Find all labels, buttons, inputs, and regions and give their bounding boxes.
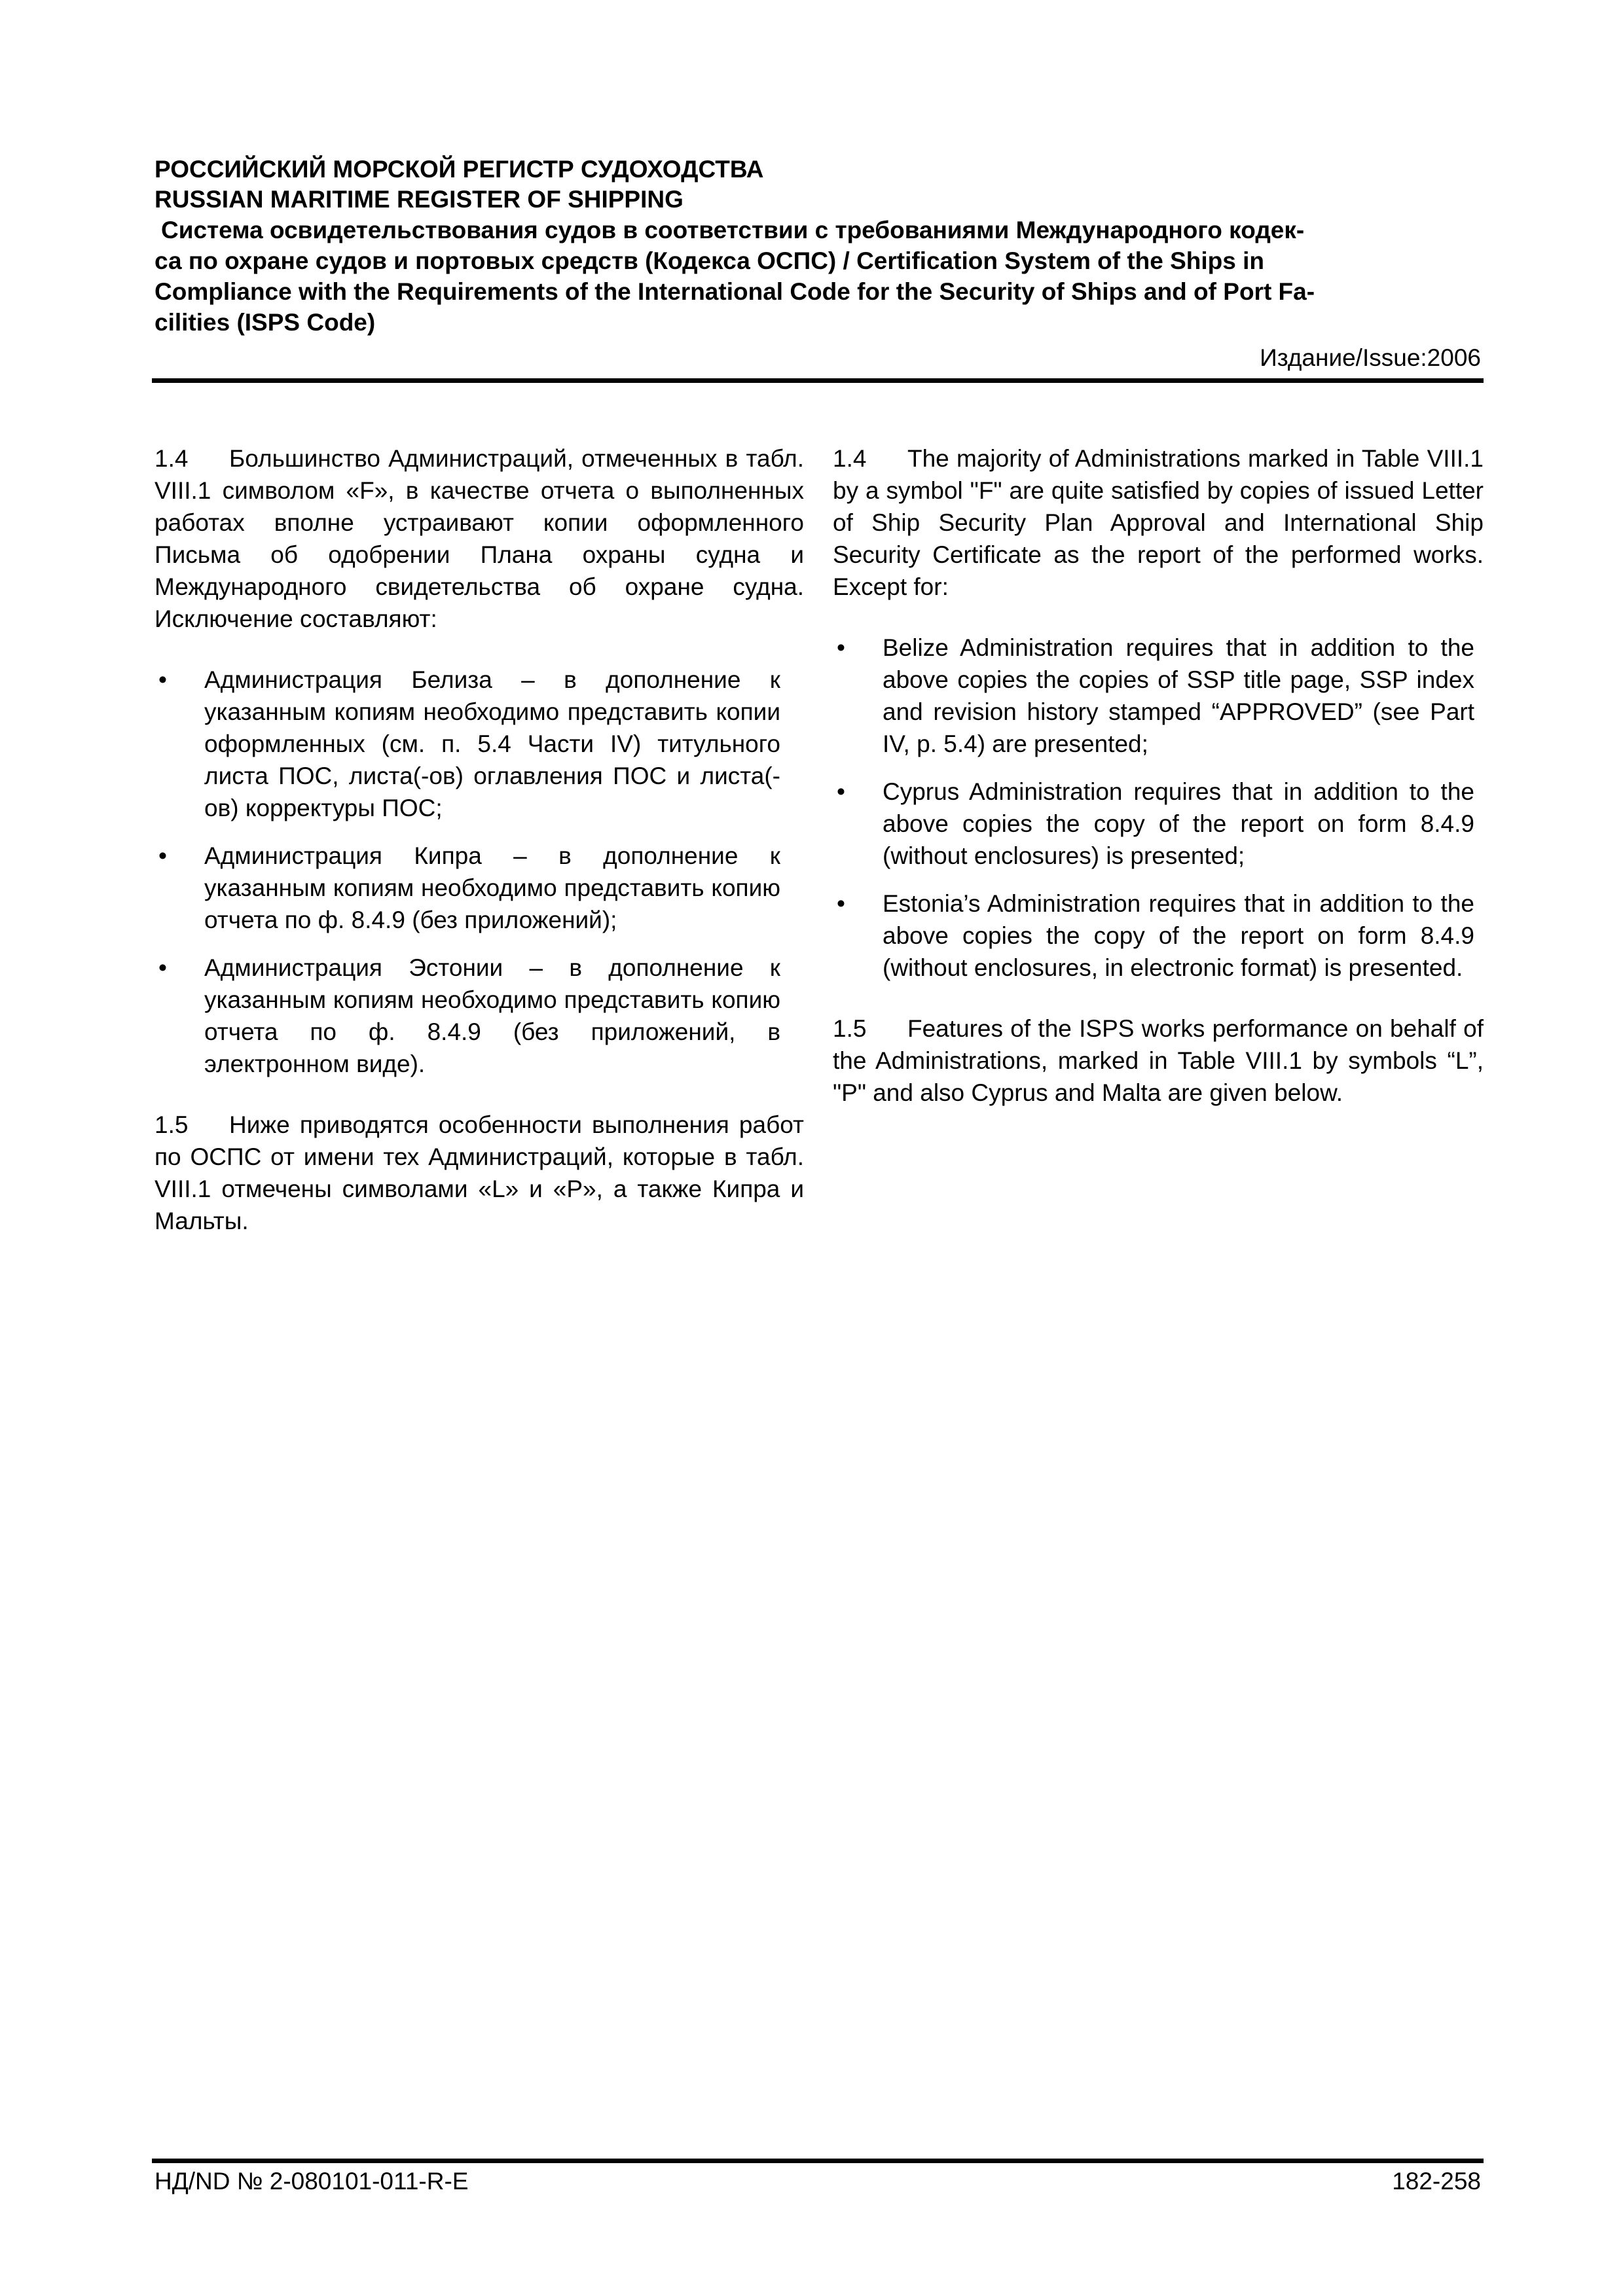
list-item-text: Belize Administration requires that in addition to the above copies the copies of SSP title page, SSP index and revision history stamped “APPROVED” (see Part IV, p. 5.4) are presented;	[883, 634, 1474, 757]
list-item	[833, 888, 1474, 984]
document-header	[155, 154, 1481, 374]
list-item-text: Администрация Белиза – в дополнение к указанным копиям необходимо представить копии оформленных (см. п. 5.4 Части IV) титульного листа ПОС, листа(-ов) оглавления ПОС и листа(-ов) корректуры ПОС;	[204, 666, 780, 821]
exceptions-list-en	[833, 632, 1484, 984]
bullet-icon: •	[158, 842, 167, 869]
paragraph-number: 1.5	[833, 1015, 867, 1042]
list-item-text: Администрация Эстонии – в дополнение к указанным копиям необходимо представить копию отчета по ф. 8.4.9 (без приложений, в электронном виде).	[204, 954, 780, 1077]
header-divider	[152, 378, 1484, 383]
system-title-line-4: cilities (ISPS Code)	[155, 309, 376, 336]
paragraph-text: Ниже приводятся особенности выполнения работ по ОСПС от имени тех Администраций, которые в табл. VIII.1 отмечены символами «L» и «P», а также Кипра и Мальты.	[155, 1111, 804, 1234]
issue-label: Издание/Issue:2006	[1260, 344, 1481, 371]
system-title-line-2: са по охране судов и портовых средств (Кодекса ОСПС) / Certification System of the Ships in	[155, 247, 1265, 274]
list-item	[833, 632, 1474, 760]
system-title-line-3: Compliance with the Requirements of the International Code for the Security of Ships and of Port Fa-	[155, 278, 1315, 305]
list-item	[155, 664, 780, 824]
list-item	[155, 840, 780, 936]
bullet-icon: •	[837, 634, 845, 661]
paragraph-number: 1.4	[155, 445, 189, 472]
bullet-icon: •	[158, 954, 167, 981]
paragraph-number: 1.4	[833, 445, 867, 472]
list-item-text: Администрация Кипра – в дополнение к указанным копиям необходимо представить копию отчета по ф. 8.4.9 (без приложений);	[204, 842, 780, 933]
exceptions-list-ru	[155, 664, 804, 1080]
page-number: 182-258	[1392, 2168, 1481, 2195]
paragraph-number: 1.5	[155, 1111, 189, 1138]
paragraph-1-4-ru	[155, 442, 804, 635]
footer-divider	[152, 2159, 1484, 2163]
list-item-text: Estonia’s Administration requires that in addition to the above copies the copy of the report on form 8.4.9 (without enclosures, in electronic format) is presented.	[883, 890, 1474, 981]
document-number: НД/ND № 2-080101-011-R-E	[155, 2168, 469, 2195]
russian-column	[155, 442, 804, 1237]
list-item-text: Cyprus Administration requires that in addition to the above copies the copy of the report on form 8.4.9 (without enclosures) is presented;	[883, 778, 1474, 869]
bullet-icon: •	[837, 778, 845, 805]
paragraph-1-5-en	[833, 1013, 1484, 1109]
register-title-en: RUSSIAN MARITIME REGISTER OF SHIPPING	[155, 186, 684, 213]
english-column	[833, 442, 1484, 1109]
paragraph-text: Большинство Администраций, отмеченных в табл. VIII.1 символом «F», в качестве отчета о выполненных работах вполне устраивают копии оформленного Письма об одобрении Плана охраны судна и Международного свидетельства об охране судна. Исключение составляют:	[155, 445, 804, 632]
list-item	[155, 952, 780, 1080]
paragraph-text: Features of the ISPS works performance on behalf of the Administrations, marked in Table VIII.1 by symbols “L”, "P" and also Cyprus and Malta are given below.	[833, 1015, 1484, 1106]
paragraph-text: The majority of Administrations marked in Table VIII.1 by a symbol "F" are quite satisfied by copies of issued Letter of Ship Security Plan Approval and International Ship Security Certificate as the report of the performed works. Except for:	[833, 445, 1484, 600]
paragraph-1-5-ru	[155, 1109, 804, 1237]
bullet-icon: •	[158, 666, 167, 693]
paragraph-1-4-en	[833, 442, 1484, 603]
system-title-line-1: Система освидетельствования судов в соответствии с требованиями Международного кодек-	[161, 217, 1305, 243]
bullet-icon: •	[837, 890, 845, 917]
list-item	[833, 776, 1474, 872]
register-title-ru: РОССИЙСКИЙ МОРСКОЙ РЕГИСТР СУДОХОДСТВА	[155, 156, 764, 183]
